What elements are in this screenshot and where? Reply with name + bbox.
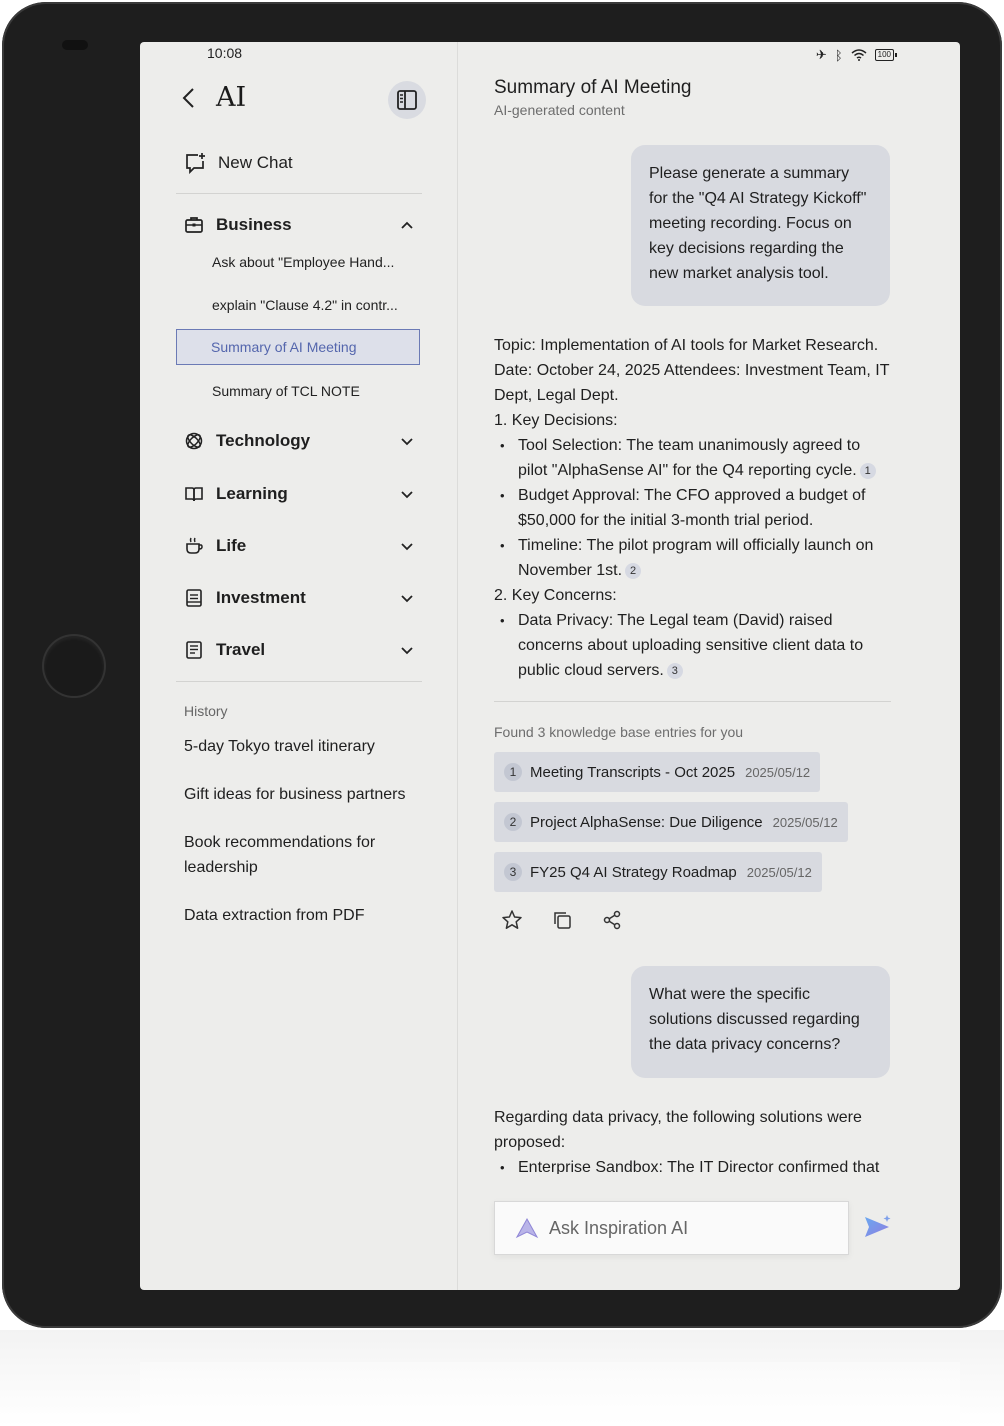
status-time: 10:08 <box>207 45 243 61</box>
history-item[interactable]: Book recommendations for leadership <box>184 834 376 876</box>
category-label: Business <box>216 215 292 234</box>
kb-date: 2025/05/12 <box>745 764 811 780</box>
share-icon[interactable] <box>601 909 623 931</box>
cup-icon <box>184 536 204 556</box>
atom-icon <box>184 431 204 451</box>
kb-entry[interactable] <box>494 752 820 792</box>
chat-input[interactable] <box>494 1201 849 1255</box>
chat-title: Summary of AI Meeting <box>494 77 692 98</box>
sidebar-item-clause[interactable]: explain "Clause 4.2" in contr... <box>212 297 398 313</box>
answer-bullet: • Enterprise Sandbox: The IT Director confirmed that <box>494 1155 892 1174</box>
new-chat-icon <box>184 152 206 174</box>
home-button[interactable] <box>44 636 104 696</box>
history-item[interactable]: Data extraction from PDF <box>184 907 365 924</box>
kb-entry[interactable] <box>494 852 822 892</box>
camera <box>62 40 88 50</box>
citation-badge[interactable]: 3 <box>667 663 683 679</box>
kb-date: 2025/05/12 <box>746 864 812 880</box>
divider <box>176 193 422 194</box>
category-label: Life <box>216 536 247 555</box>
answer-bullet: • Timeline: The pilot program will officially launch on November 1st. 2 <box>494 533 892 583</box>
kb-date: 2025/05/12 <box>772 814 838 830</box>
airplane-mode-icon: ✈ <box>815 47 827 62</box>
kb-entry[interactable] <box>494 802 848 842</box>
citation-badge[interactable]: 1 <box>860 463 876 479</box>
ai-answer <box>494 333 892 683</box>
category-technology[interactable] <box>184 431 414 451</box>
status-icons <box>816 47 894 63</box>
kb-number: 3 <box>504 863 522 881</box>
kb-name: Meeting Transcripts - Oct 2025 <box>530 763 736 781</box>
kb-number: 2 <box>504 813 522 831</box>
answer-bullet: • Budget Approval: The CFO approved a budget of $50,000 for the initial 3-month trial period. <box>494 483 892 533</box>
bluetooth-icon: ᛒ <box>834 47 843 63</box>
kb-name: FY25 Q4 AI Strategy Roadmap <box>530 863 737 881</box>
category-travel[interactable] <box>184 640 414 660</box>
send-icon[interactable] <box>862 1212 892 1242</box>
category-label: Technology <box>216 431 311 450</box>
ai-answer-2 <box>494 1105 892 1174</box>
chevron-down-icon[interactable] <box>400 643 414 657</box>
wifi-icon <box>851 49 867 61</box>
answer-bullet: • Tool Selection: The team unanimously agreed to pilot "AlphaSense AI" for the Q4 reporting cycle. 1 <box>494 433 892 483</box>
copy-icon[interactable] <box>551 909 573 931</box>
category-learning[interactable] <box>184 484 414 504</box>
answer-section: 2. Key Concerns: <box>494 587 617 604</box>
chevron-down-icon[interactable] <box>400 591 414 605</box>
chat-subtitle: AI-generated content <box>494 102 625 118</box>
category-label: Travel <box>216 640 266 659</box>
category-business[interactable] <box>184 215 414 235</box>
star-icon[interactable] <box>501 909 523 931</box>
category-life[interactable] <box>184 536 414 556</box>
ledger-icon <box>184 588 204 608</box>
divider <box>176 681 422 682</box>
chevron-down-icon[interactable] <box>400 539 414 553</box>
user-message: What were the specific solutions discussed regarding the data privacy concerns? <box>631 966 890 1078</box>
new-chat-button[interactable] <box>184 152 293 174</box>
device-reflection <box>0 1330 1004 1426</box>
sidebar <box>140 42 458 1290</box>
category-investment[interactable] <box>184 588 414 608</box>
page-title: AI <box>216 82 247 113</box>
kb-name: Project AlphaSense: Due Diligence <box>530 813 763 831</box>
screen <box>140 42 960 1290</box>
sidebar-panel-icon <box>396 89 418 111</box>
divider <box>494 701 891 702</box>
history-item[interactable]: Gift ideas for business partners <box>184 786 406 803</box>
document-icon <box>184 640 204 660</box>
answer-section: 1. Key Decisions: <box>494 412 618 429</box>
answer-intro: Topic: Implementation of AI tools for Market Research. Date: October 24, 2025 Attendees: Investment Team, IT Dept, Legal Dept. <box>494 337 890 404</box>
answer-intro: Regarding data privacy, the following solutions were proposed: <box>494 1109 862 1151</box>
sidebar-item-ai-meeting-active[interactable]: Summary of AI Meeting <box>176 329 420 365</box>
category-label: Investment <box>216 588 306 607</box>
chevron-down-icon[interactable] <box>400 434 414 448</box>
category-label: Learning <box>216 484 288 503</box>
ai-sparkle-icon <box>515 1217 539 1239</box>
battery-icon: 100 <box>875 49 894 61</box>
back-arrow-icon[interactable] <box>178 86 200 110</box>
toggle-sidebar-button[interactable] <box>388 81 426 119</box>
history-label: History <box>184 703 228 719</box>
user-message: Please generate a summary for the "Q4 AI Strategy Kickoff" meeting recording. Focus on key decisions regarding the new market analysis tool. <box>631 145 890 306</box>
sidebar-item-tcl-note[interactable]: Summary of TCL NOTE <box>212 383 360 399</box>
history-item[interactable]: 5-day Tokyo travel itinerary <box>184 738 375 755</box>
answer-bullet: • Data Privacy: The Legal team (David) raised concerns about uploading sensitive client data to public cloud servers. 3 <box>494 608 892 683</box>
new-chat-label: New Chat <box>218 153 293 172</box>
kb-number: 1 <box>504 763 522 781</box>
chat-panel <box>458 42 960 1290</box>
kb-label: Found 3 knowledge base entries for you <box>494 724 744 740</box>
briefcase-icon <box>184 215 204 235</box>
book-icon <box>184 484 204 504</box>
chat-input-placeholder: Ask Inspiration AI <box>549 1217 689 1238</box>
chevron-up-icon[interactable] <box>400 218 414 232</box>
citation-badge[interactable]: 2 <box>625 563 641 579</box>
chevron-down-icon[interactable] <box>400 487 414 501</box>
sidebar-item-employee-handbook[interactable]: Ask about "Employee Hand... <box>212 254 395 270</box>
